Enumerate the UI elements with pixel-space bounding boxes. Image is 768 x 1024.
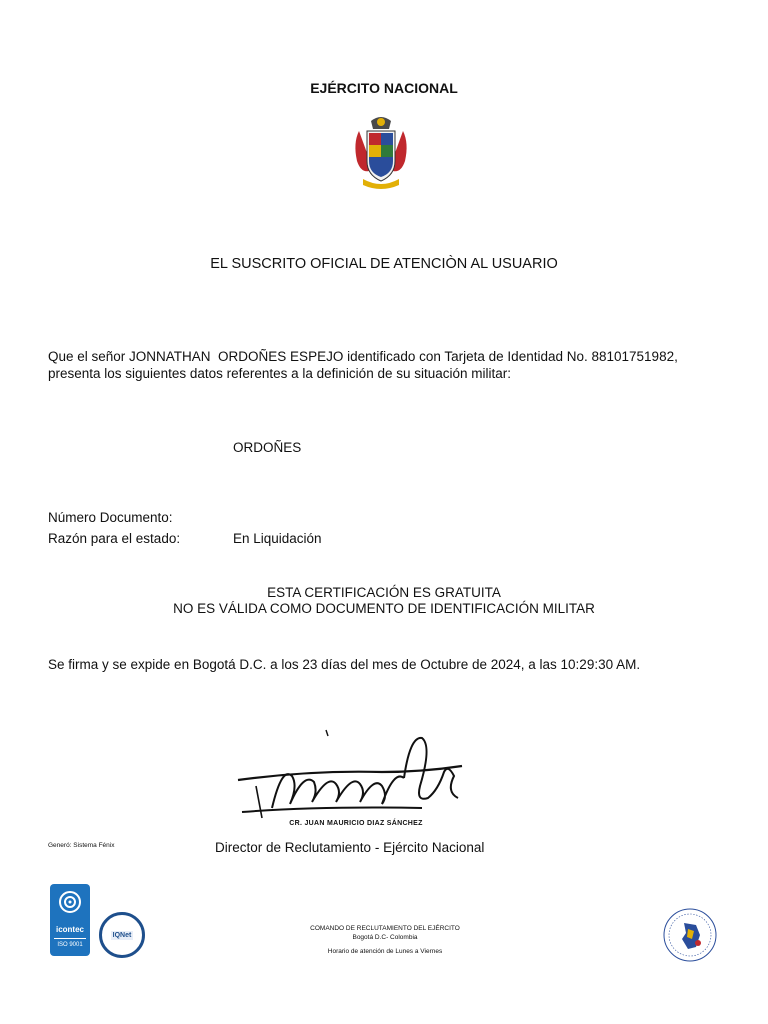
footer-line-2: Bogotá D.C- Colombia [352,934,418,941]
document-number-label: Número Documento: [48,510,173,525]
signature-block [232,726,480,834]
footer-contact [290,924,480,956]
status-reason-label: Razón para el estado: [48,531,181,546]
page-title: EJÉRCITO NACIONAL [310,80,458,96]
army-crest-icon [349,113,413,193]
footer-line-3: Horario de atención de Lunes a Viernes [327,948,443,955]
handwritten-signature [232,726,480,822]
icontec-label: icontec [55,925,84,934]
iqnet-logo [99,912,145,958]
notice-line-1: ESTA CERTIFICACIÓN ES GRATUITA [267,585,501,600]
icontec-mark-icon [50,884,90,920]
generated-by-note: Generó: Sistema Fénix [48,842,115,849]
issue-statement: Se firma y se expide en Bogotá D.C. a los 23 días del mes de Octubre de 2024, a las 10:29:30 AM. [48,657,641,672]
icontec-logo [50,884,90,956]
intro-line-1: Que el señor JONNATHAN ORDOÑES ESPEJO identificado con Tarjeta de Identidad No. 88101751982, [48,349,678,364]
document-subtitle: EL SUSCRITO OFICIAL DE ATENCIÒN AL USUARIO [210,256,558,272]
footer-line-1: COMANDO DE RECLUTAMIENTO DEL EJÉRCITO [310,925,460,932]
free-certificate-notice [0,585,768,617]
icontec-standard: ISO 9001 [54,938,86,948]
iqnet-label: IQNet [112,931,132,939]
intro-paragraph [48,348,728,382]
intro-line-2: presenta los siguientes datos referentes a la definición de su situación militar: [48,366,512,381]
signer-name: CR. JUAN MAURICIO DIAZ SÁNCHEZ [289,820,423,827]
colombia-seal-icon [662,907,718,963]
signer-role: Director de Reclutamiento - Ejército Nacional [215,840,485,855]
notice-line-2: NO ES VÁLIDA COMO DOCUMENTO DE IDENTIFICACIÓN MILITAR [173,601,595,616]
status-reason-value: En Liquidación [233,531,322,546]
surname-value: ORDOÑES [233,440,302,455]
